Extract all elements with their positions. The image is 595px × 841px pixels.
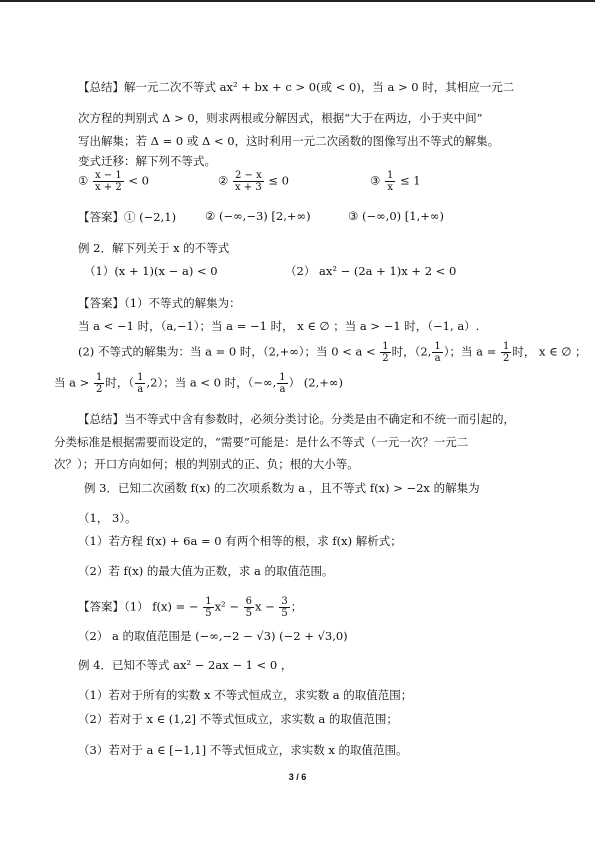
summary-line-3: 写出解集；若 Δ = 0 或 Δ < 0，这时利用一元二次函数的图像写出不等式的解集。 [78,134,500,148]
exercise-2: ② $\frac{2 - x}{x + 3}$ ≤ 0 [218,170,289,193]
answer-2-line-3: 当 a > $\frac{1}{2}$ 时，（ $\frac{1}{a}$ ,2）；当 a < 0 时，（−∞, $\frac{1}{a}$ ） (2,+∞) [54,372,343,395]
example-3-line-1: 例 3．已知二次函数 f(x) 的二次项系数为 a ，且不等式 f(x) > −2x 的解集为 [84,481,480,495]
exercise-3: ③ $\frac{1}{x}$ ≤ 1 [370,170,421,193]
answer-1-a: 【答案】① (−2,1) [78,210,177,224]
answer-2-line-2: (2) 不等式的解集为：当 a = 0 时，（2,+∞）；当 0 < a < $\frac{1}{2}$ 时，（2, $\frac{1}{a}$ ）；当 a = $\frac{1}{2}$ 时， x ∈ ∅ ； [78,341,587,364]
answer-3-line-1: 【答案】（1） f(x) = − $\frac{1}{5}$ x² − $\frac{6}{5}$ x − $\frac{3}{5}$ ； [78,596,303,619]
answer-3-line-2: （2） a 的取值范围是 (−∞,−2 − √3) (−2 + √3,0) [78,629,348,643]
example-3-q2: （2）若 f(x) 的最大值为正数，求 a 的取值范围。 [78,564,334,578]
example-3-line-2: （1， 3）。 [78,511,137,525]
answer-1-c: ③ (−∞,0) [1,+∞) [348,209,444,223]
example-4-line-1: 例 4．已知不等式 ax² − 2ax − 1 < 0 ， [78,658,293,672]
summary-2-line-1: 【总结】当不等式中含有参数时，必须分类讨论。分类是由不确定和不统一而引起的， [78,412,515,426]
variant-heading: 变式迁移：解下列不等式。 [78,154,216,168]
example-4-q2: （2）若对于 x ∈ (1,2] 不等式恒成立，求实数 a 的取值范围； [78,712,398,726]
example-4-q1: （1）若对于所有的实数 x 不等式恒成立，求实数 a 的取值范围； [78,688,413,702]
page-number: 3 / 6 [288,772,307,782]
example-3-q1: （1）若方程 f(x) + 6a = 0 有两个相等的根，求 f(x) 解析式； [78,534,402,548]
summary-line-2: 次方程的判别式 Δ > 0，则求两根或分解因式，根据“大于在两边，小于夹中间” [78,111,483,125]
top-rule [0,0,595,2]
example-2-title: 例 2．解下列关于 x 的不等式 [78,241,230,255]
answer-2-line-1: 当 a < −1 时，（a,−1）；当 a = −1 时， x ∈ ∅ ；当 a > −1 时，（−1, a）. [78,319,480,333]
example-4-q3: （3）若对于 a ∈ [−1,1] 不等式恒成立，求实数 x 的取值范围。 [78,743,408,757]
answer-1-b: ② (−∞,−3) [2,+∞) [205,209,311,223]
answer-2-head: 【答案】（1）不等式的解集为： [78,296,241,310]
summary-2-line-2: 分类标准是根据需要而设定的，“需要”可能是：是什么不等式（一元一次？一元二 [54,435,469,449]
example-2-q1: （1）(x + 1)(x − a) < 0 [84,264,218,278]
summary-2-line-3: 次？）；开口方向如何；根的判别式的正、负；根的大小等。 [54,457,359,471]
example-2-q2: （2） ax² − (2a + 1)x + 2 < 0 [285,264,457,278]
summary-line-1: 【总结】解一元二次不等式 ax² + bx + c > 0(或 < 0)，当 a > 0 时，其相应一元二 [78,80,515,94]
exercise-1: ① $\frac{x - 1}{x + 2}$ < 0 [78,170,149,193]
